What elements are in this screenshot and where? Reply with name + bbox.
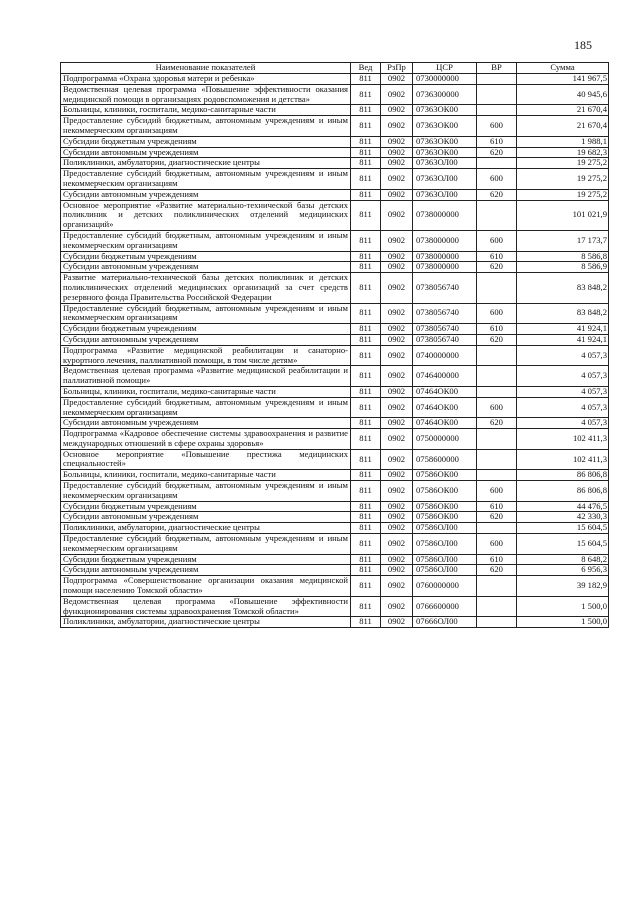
cell-name: Предоставление субсидий бюджетным, автономным учреждениям и иным некоммерческим организациям bbox=[61, 534, 351, 555]
cell-vr bbox=[477, 470, 517, 481]
table-row bbox=[61, 512, 609, 523]
cell-name: Предоставление субсидий бюджетным, автономным учреждениям и иным некоммерческим организациям bbox=[61, 230, 351, 251]
cell-rzpr: 0902 bbox=[381, 273, 413, 303]
cell-rzpr: 0902 bbox=[381, 512, 413, 523]
cell-rzpr: 0902 bbox=[381, 386, 413, 397]
cell-csr: 07363ОК00 bbox=[413, 116, 477, 137]
cell-csr: 07586ОК00 bbox=[413, 481, 477, 502]
cell-name: Предоставление субсидий бюджетным, автономным учреждениям и иным некоммерческим организациям bbox=[61, 303, 351, 324]
cell-vr: 620 bbox=[477, 262, 517, 273]
budget-table bbox=[60, 62, 609, 628]
cell-name: Субсидии бюджетным учреждениям bbox=[61, 251, 351, 262]
cell-name: Субсидии бюджетным учреждениям bbox=[61, 136, 351, 147]
cell-csr: 07363ОК00 bbox=[413, 147, 477, 158]
cell-rzpr: 0902 bbox=[381, 429, 413, 450]
cell-sum: 15 604,5 bbox=[517, 523, 609, 534]
cell-ved: 811 bbox=[351, 470, 381, 481]
cell-name: Основное мероприятие «Повышение престижа медицинских специальностей» bbox=[61, 449, 351, 470]
cell-vr bbox=[477, 617, 517, 628]
cell-ved: 811 bbox=[351, 189, 381, 200]
cell-vr: 620 bbox=[477, 147, 517, 158]
cell-csr: 07363ОЛ00 bbox=[413, 189, 477, 200]
cell-ved: 811 bbox=[351, 534, 381, 555]
cell-ved: 811 bbox=[351, 481, 381, 502]
table-row bbox=[61, 386, 609, 397]
cell-csr: 0738056740 bbox=[413, 273, 477, 303]
cell-sum: 86 806,8 bbox=[517, 481, 609, 502]
cell-vr bbox=[477, 449, 517, 470]
cell-vr bbox=[477, 523, 517, 534]
cell-vr bbox=[477, 386, 517, 397]
cell-ved: 811 bbox=[351, 169, 381, 190]
cell-name: Предоставление субсидий бюджетным, автономным учреждениям и иным некоммерческим организациям bbox=[61, 397, 351, 418]
table-row bbox=[61, 324, 609, 335]
cell-csr: 0738000000 bbox=[413, 262, 477, 273]
cell-vr bbox=[477, 576, 517, 597]
cell-name: Основное мероприятие «Развитие материально-технической базы детских поликлиник и детских поликлинических отделений медицинских организаций» bbox=[61, 200, 351, 230]
cell-ved: 811 bbox=[351, 617, 381, 628]
cell-sum: 42 330,3 bbox=[517, 512, 609, 523]
cell-ved: 811 bbox=[351, 523, 381, 534]
cell-rzpr: 0902 bbox=[381, 136, 413, 147]
cell-name: Ведомственная целевая программа «Развитие медицинской реабилитации и паллиативной помощи» bbox=[61, 366, 351, 387]
cell-vr: 620 bbox=[477, 418, 517, 429]
table-row bbox=[61, 251, 609, 262]
cell-vr: 620 bbox=[477, 334, 517, 345]
cell-name: Субсидии бюджетным учреждениям bbox=[61, 554, 351, 565]
header-csr: ЦСР bbox=[413, 63, 477, 74]
cell-sum: 40 945,6 bbox=[517, 84, 609, 105]
cell-ved: 811 bbox=[351, 334, 381, 345]
table-row bbox=[61, 596, 609, 617]
cell-ved: 811 bbox=[351, 324, 381, 335]
cell-sum: 4 057,3 bbox=[517, 366, 609, 387]
cell-sum: 4 057,3 bbox=[517, 386, 609, 397]
cell-csr: 0738000000 bbox=[413, 251, 477, 262]
table-header-row bbox=[61, 63, 609, 74]
cell-rzpr: 0902 bbox=[381, 189, 413, 200]
cell-sum: 8 648,2 bbox=[517, 554, 609, 565]
cell-ved: 811 bbox=[351, 136, 381, 147]
cell-rzpr: 0902 bbox=[381, 617, 413, 628]
cell-name: Субсидии бюджетным учреждениям bbox=[61, 501, 351, 512]
cell-name: Субсидии автономным учреждениям bbox=[61, 334, 351, 345]
cell-csr: 07464ОК00 bbox=[413, 386, 477, 397]
cell-vr: 600 bbox=[477, 116, 517, 137]
cell-vr: 600 bbox=[477, 169, 517, 190]
cell-csr: 07464ОК00 bbox=[413, 418, 477, 429]
cell-csr: 07586ОЛ00 bbox=[413, 565, 477, 576]
cell-name: Субсидии автономным учреждениям bbox=[61, 189, 351, 200]
cell-name: Предоставление субсидий бюджетным, автономным учреждениям и иным некоммерческим организациям bbox=[61, 116, 351, 137]
cell-name: Поликлиники, амбулатории, диагностические центры bbox=[61, 617, 351, 628]
cell-csr: 0738056740 bbox=[413, 334, 477, 345]
table-row bbox=[61, 617, 609, 628]
cell-sum: 86 806,8 bbox=[517, 470, 609, 481]
cell-vr bbox=[477, 429, 517, 450]
cell-sum: 102 411,3 bbox=[517, 449, 609, 470]
cell-csr: 07586ОЛ00 bbox=[413, 554, 477, 565]
cell-sum: 39 182,9 bbox=[517, 576, 609, 597]
table-row bbox=[61, 565, 609, 576]
cell-rzpr: 0902 bbox=[381, 418, 413, 429]
cell-vr bbox=[477, 273, 517, 303]
cell-sum: 8 586,9 bbox=[517, 262, 609, 273]
cell-csr: 07586ОЛ00 bbox=[413, 523, 477, 534]
cell-name: Ведомственная целевая программа «Повышение эффективности функционирования системы здравоохранения Томской области» bbox=[61, 596, 351, 617]
cell-vr: 600 bbox=[477, 303, 517, 324]
page-number: 185 bbox=[574, 38, 592, 52]
table-row bbox=[61, 523, 609, 534]
cell-vr bbox=[477, 84, 517, 105]
cell-ved: 811 bbox=[351, 200, 381, 230]
cell-ved: 811 bbox=[351, 345, 381, 366]
cell-rzpr: 0902 bbox=[381, 324, 413, 335]
cell-sum: 4 057,3 bbox=[517, 418, 609, 429]
cell-csr: 0738000000 bbox=[413, 230, 477, 251]
cell-rzpr: 0902 bbox=[381, 334, 413, 345]
cell-sum: 19 275,2 bbox=[517, 169, 609, 190]
cell-csr: 07586ОК00 bbox=[413, 512, 477, 523]
cell-name: Поликлиники, амбулатории, диагностические центры bbox=[61, 158, 351, 169]
cell-sum: 17 173,7 bbox=[517, 230, 609, 251]
cell-name: Подпрограмма «Кадровое обеспечение системы здравоохранения и развитие международных отношений в сфере охраны здоровья» bbox=[61, 429, 351, 450]
cell-name: Субсидии автономным учреждениям bbox=[61, 512, 351, 523]
table-row bbox=[61, 554, 609, 565]
cell-rzpr: 0902 bbox=[381, 565, 413, 576]
table-row bbox=[61, 449, 609, 470]
table-row bbox=[61, 200, 609, 230]
cell-sum: 19 275,2 bbox=[517, 158, 609, 169]
table-row bbox=[61, 74, 609, 85]
cell-ved: 811 bbox=[351, 251, 381, 262]
cell-name: Субсидии бюджетным учреждениям bbox=[61, 324, 351, 335]
cell-sum: 15 604,5 bbox=[517, 534, 609, 555]
cell-sum: 41 924,1 bbox=[517, 334, 609, 345]
cell-rzpr: 0902 bbox=[381, 481, 413, 502]
table-row bbox=[61, 418, 609, 429]
table-row bbox=[61, 334, 609, 345]
cell-vr: 620 bbox=[477, 565, 517, 576]
cell-csr: 07363ОЛ00 bbox=[413, 158, 477, 169]
cell-ved: 811 bbox=[351, 147, 381, 158]
cell-csr: 07363ОК00 bbox=[413, 136, 477, 147]
cell-sum: 141 967,5 bbox=[517, 74, 609, 85]
cell-ved: 811 bbox=[351, 576, 381, 597]
cell-name: Больницы, клиники, госпитали, медико-санитарные части bbox=[61, 105, 351, 116]
cell-ved: 811 bbox=[351, 596, 381, 617]
cell-ved: 811 bbox=[351, 554, 381, 565]
header-name: Наименование показателей bbox=[61, 63, 351, 74]
cell-name: Субсидии автономным учреждениям bbox=[61, 262, 351, 273]
cell-rzpr: 0902 bbox=[381, 397, 413, 418]
cell-name: Субсидии автономным учреждениям bbox=[61, 147, 351, 158]
cell-rzpr: 0902 bbox=[381, 576, 413, 597]
cell-ved: 811 bbox=[351, 84, 381, 105]
cell-csr: 0766600000 bbox=[413, 596, 477, 617]
cell-csr: 0730000000 bbox=[413, 74, 477, 85]
cell-sum: 44 476,5 bbox=[517, 501, 609, 512]
cell-rzpr: 0902 bbox=[381, 84, 413, 105]
cell-csr: 07666ОЛ00 bbox=[413, 617, 477, 628]
cell-ved: 811 bbox=[351, 397, 381, 418]
table-row bbox=[61, 116, 609, 137]
cell-csr: 0738056740 bbox=[413, 303, 477, 324]
cell-vr: 610 bbox=[477, 324, 517, 335]
cell-rzpr: 0902 bbox=[381, 534, 413, 555]
cell-csr: 07586ОК00 bbox=[413, 470, 477, 481]
cell-vr bbox=[477, 596, 517, 617]
table-row bbox=[61, 501, 609, 512]
cell-vr bbox=[477, 74, 517, 85]
cell-name: Развитие материально-технической базы детских поликлиник и детских поликлинических отделений медицинских организаций за счет средств резервного фонда Правительства Российской Федерации bbox=[61, 273, 351, 303]
table-row bbox=[61, 366, 609, 387]
cell-sum: 21 670,4 bbox=[517, 105, 609, 116]
cell-csr: 07363ОК00 bbox=[413, 105, 477, 116]
cell-ved: 811 bbox=[351, 74, 381, 85]
cell-rzpr: 0902 bbox=[381, 523, 413, 534]
cell-rzpr: 0902 bbox=[381, 554, 413, 565]
cell-ved: 811 bbox=[351, 449, 381, 470]
cell-csr: 0750000000 bbox=[413, 429, 477, 450]
cell-name: Поликлиники, амбулатории, диагностические центры bbox=[61, 523, 351, 534]
cell-rzpr: 0902 bbox=[381, 251, 413, 262]
cell-ved: 811 bbox=[351, 262, 381, 273]
cell-ved: 811 bbox=[351, 429, 381, 450]
cell-vr bbox=[477, 105, 517, 116]
cell-ved: 811 bbox=[351, 501, 381, 512]
cell-sum: 102 411,3 bbox=[517, 429, 609, 450]
cell-sum: 19 682,3 bbox=[517, 147, 609, 158]
cell-name: Субсидии автономным учреждениям bbox=[61, 418, 351, 429]
cell-csr: 07464ОК00 bbox=[413, 397, 477, 418]
cell-sum: 6 956,3 bbox=[517, 565, 609, 576]
cell-rzpr: 0902 bbox=[381, 169, 413, 190]
cell-ved: 811 bbox=[351, 512, 381, 523]
cell-vr bbox=[477, 366, 517, 387]
cell-rzpr: 0902 bbox=[381, 147, 413, 158]
cell-rzpr: 0902 bbox=[381, 501, 413, 512]
cell-csr: 07586ОЛ00 bbox=[413, 534, 477, 555]
cell-rzpr: 0902 bbox=[381, 345, 413, 366]
cell-name: Предоставление субсидий бюджетным, автономным учреждениям и иным некоммерческим организациям bbox=[61, 481, 351, 502]
cell-csr: 0736300000 bbox=[413, 84, 477, 105]
cell-ved: 811 bbox=[351, 303, 381, 324]
cell-name: Больницы, клиники, госпитали, медико-санитарные части bbox=[61, 470, 351, 481]
cell-vr: 600 bbox=[477, 230, 517, 251]
table-row bbox=[61, 169, 609, 190]
table-row bbox=[61, 470, 609, 481]
cell-sum: 4 057,3 bbox=[517, 345, 609, 366]
table-row bbox=[61, 136, 609, 147]
table-row bbox=[61, 303, 609, 324]
table-row bbox=[61, 273, 609, 303]
cell-sum: 4 057,3 bbox=[517, 397, 609, 418]
table-row bbox=[61, 576, 609, 597]
cell-vr: 610 bbox=[477, 136, 517, 147]
cell-name: Подпрограмма «Совершенствование организации оказания медицинской помощи населению Томской области» bbox=[61, 576, 351, 597]
cell-vr bbox=[477, 158, 517, 169]
cell-sum: 19 275,2 bbox=[517, 189, 609, 200]
cell-name: Предоставление субсидий бюджетным, автономным учреждениям и иным некоммерческим организациям bbox=[61, 169, 351, 190]
cell-rzpr: 0902 bbox=[381, 449, 413, 470]
cell-ved: 811 bbox=[351, 273, 381, 303]
table-row bbox=[61, 345, 609, 366]
cell-ved: 811 bbox=[351, 386, 381, 397]
cell-csr: 07363ОЛ00 bbox=[413, 169, 477, 190]
table-row bbox=[61, 534, 609, 555]
cell-sum: 1 500,0 bbox=[517, 617, 609, 628]
table-row bbox=[61, 84, 609, 105]
cell-csr: 0738000000 bbox=[413, 200, 477, 230]
cell-rzpr: 0902 bbox=[381, 230, 413, 251]
table-row bbox=[61, 481, 609, 502]
header-ved: Вед bbox=[351, 63, 381, 74]
cell-sum: 83 848,2 bbox=[517, 303, 609, 324]
table-row bbox=[61, 397, 609, 418]
cell-rzpr: 0902 bbox=[381, 366, 413, 387]
cell-sum: 41 924,1 bbox=[517, 324, 609, 335]
cell-name: Ведомственная целевая программа «Повышение эффективности оказания медицинской помощи в организациях родовспоможения и детства» bbox=[61, 84, 351, 105]
cell-rzpr: 0902 bbox=[381, 116, 413, 137]
cell-sum: 1 500,0 bbox=[517, 596, 609, 617]
cell-vr: 610 bbox=[477, 554, 517, 565]
cell-name: Субсидии автономным учреждениям bbox=[61, 565, 351, 576]
table-row bbox=[61, 230, 609, 251]
cell-csr: 0738056740 bbox=[413, 324, 477, 335]
cell-rzpr: 0902 bbox=[381, 158, 413, 169]
cell-sum: 21 670,4 bbox=[517, 116, 609, 137]
cell-rzpr: 0902 bbox=[381, 470, 413, 481]
table-row bbox=[61, 429, 609, 450]
cell-vr: 600 bbox=[477, 481, 517, 502]
cell-ved: 811 bbox=[351, 565, 381, 576]
cell-sum: 83 848,2 bbox=[517, 273, 609, 303]
cell-rzpr: 0902 bbox=[381, 596, 413, 617]
cell-vr: 600 bbox=[477, 534, 517, 555]
table-row bbox=[61, 105, 609, 116]
table-row bbox=[61, 189, 609, 200]
cell-vr bbox=[477, 200, 517, 230]
cell-csr: 0758600000 bbox=[413, 449, 477, 470]
cell-rzpr: 0902 bbox=[381, 303, 413, 324]
cell-csr: 0740000000 bbox=[413, 345, 477, 366]
cell-sum: 101 021,9 bbox=[517, 200, 609, 230]
cell-sum: 1 988,1 bbox=[517, 136, 609, 147]
table-row bbox=[61, 262, 609, 273]
header-rzpr: РзПр bbox=[381, 63, 413, 74]
cell-vr: 610 bbox=[477, 501, 517, 512]
header-sum: Сумма bbox=[517, 63, 609, 74]
cell-vr: 620 bbox=[477, 189, 517, 200]
cell-ved: 811 bbox=[351, 418, 381, 429]
cell-name: Больницы, клиники, госпитали, медико-санитарные части bbox=[61, 386, 351, 397]
cell-name: Подпрограмма «Охрана здоровья матери и ребенка» bbox=[61, 74, 351, 85]
cell-ved: 811 bbox=[351, 230, 381, 251]
cell-csr: 07586ОК00 bbox=[413, 501, 477, 512]
cell-rzpr: 0902 bbox=[381, 105, 413, 116]
cell-csr: 0746400000 bbox=[413, 366, 477, 387]
cell-rzpr: 0902 bbox=[381, 74, 413, 85]
cell-csr: 0760000000 bbox=[413, 576, 477, 597]
table-row bbox=[61, 147, 609, 158]
cell-vr: 600 bbox=[477, 397, 517, 418]
cell-ved: 811 bbox=[351, 116, 381, 137]
cell-rzpr: 0902 bbox=[381, 200, 413, 230]
cell-name: Подпрограмма «Развитие медицинской реабилитации и санаторно-курортного лечения, паллиативной помощи, в том числе детям» bbox=[61, 345, 351, 366]
cell-vr bbox=[477, 345, 517, 366]
cell-rzpr: 0902 bbox=[381, 262, 413, 273]
table-row bbox=[61, 158, 609, 169]
cell-vr: 610 bbox=[477, 251, 517, 262]
cell-vr: 620 bbox=[477, 512, 517, 523]
cell-ved: 811 bbox=[351, 366, 381, 387]
cell-ved: 811 bbox=[351, 105, 381, 116]
cell-sum: 8 586,8 bbox=[517, 251, 609, 262]
header-vr: ВР bbox=[477, 63, 517, 74]
cell-ved: 811 bbox=[351, 158, 381, 169]
